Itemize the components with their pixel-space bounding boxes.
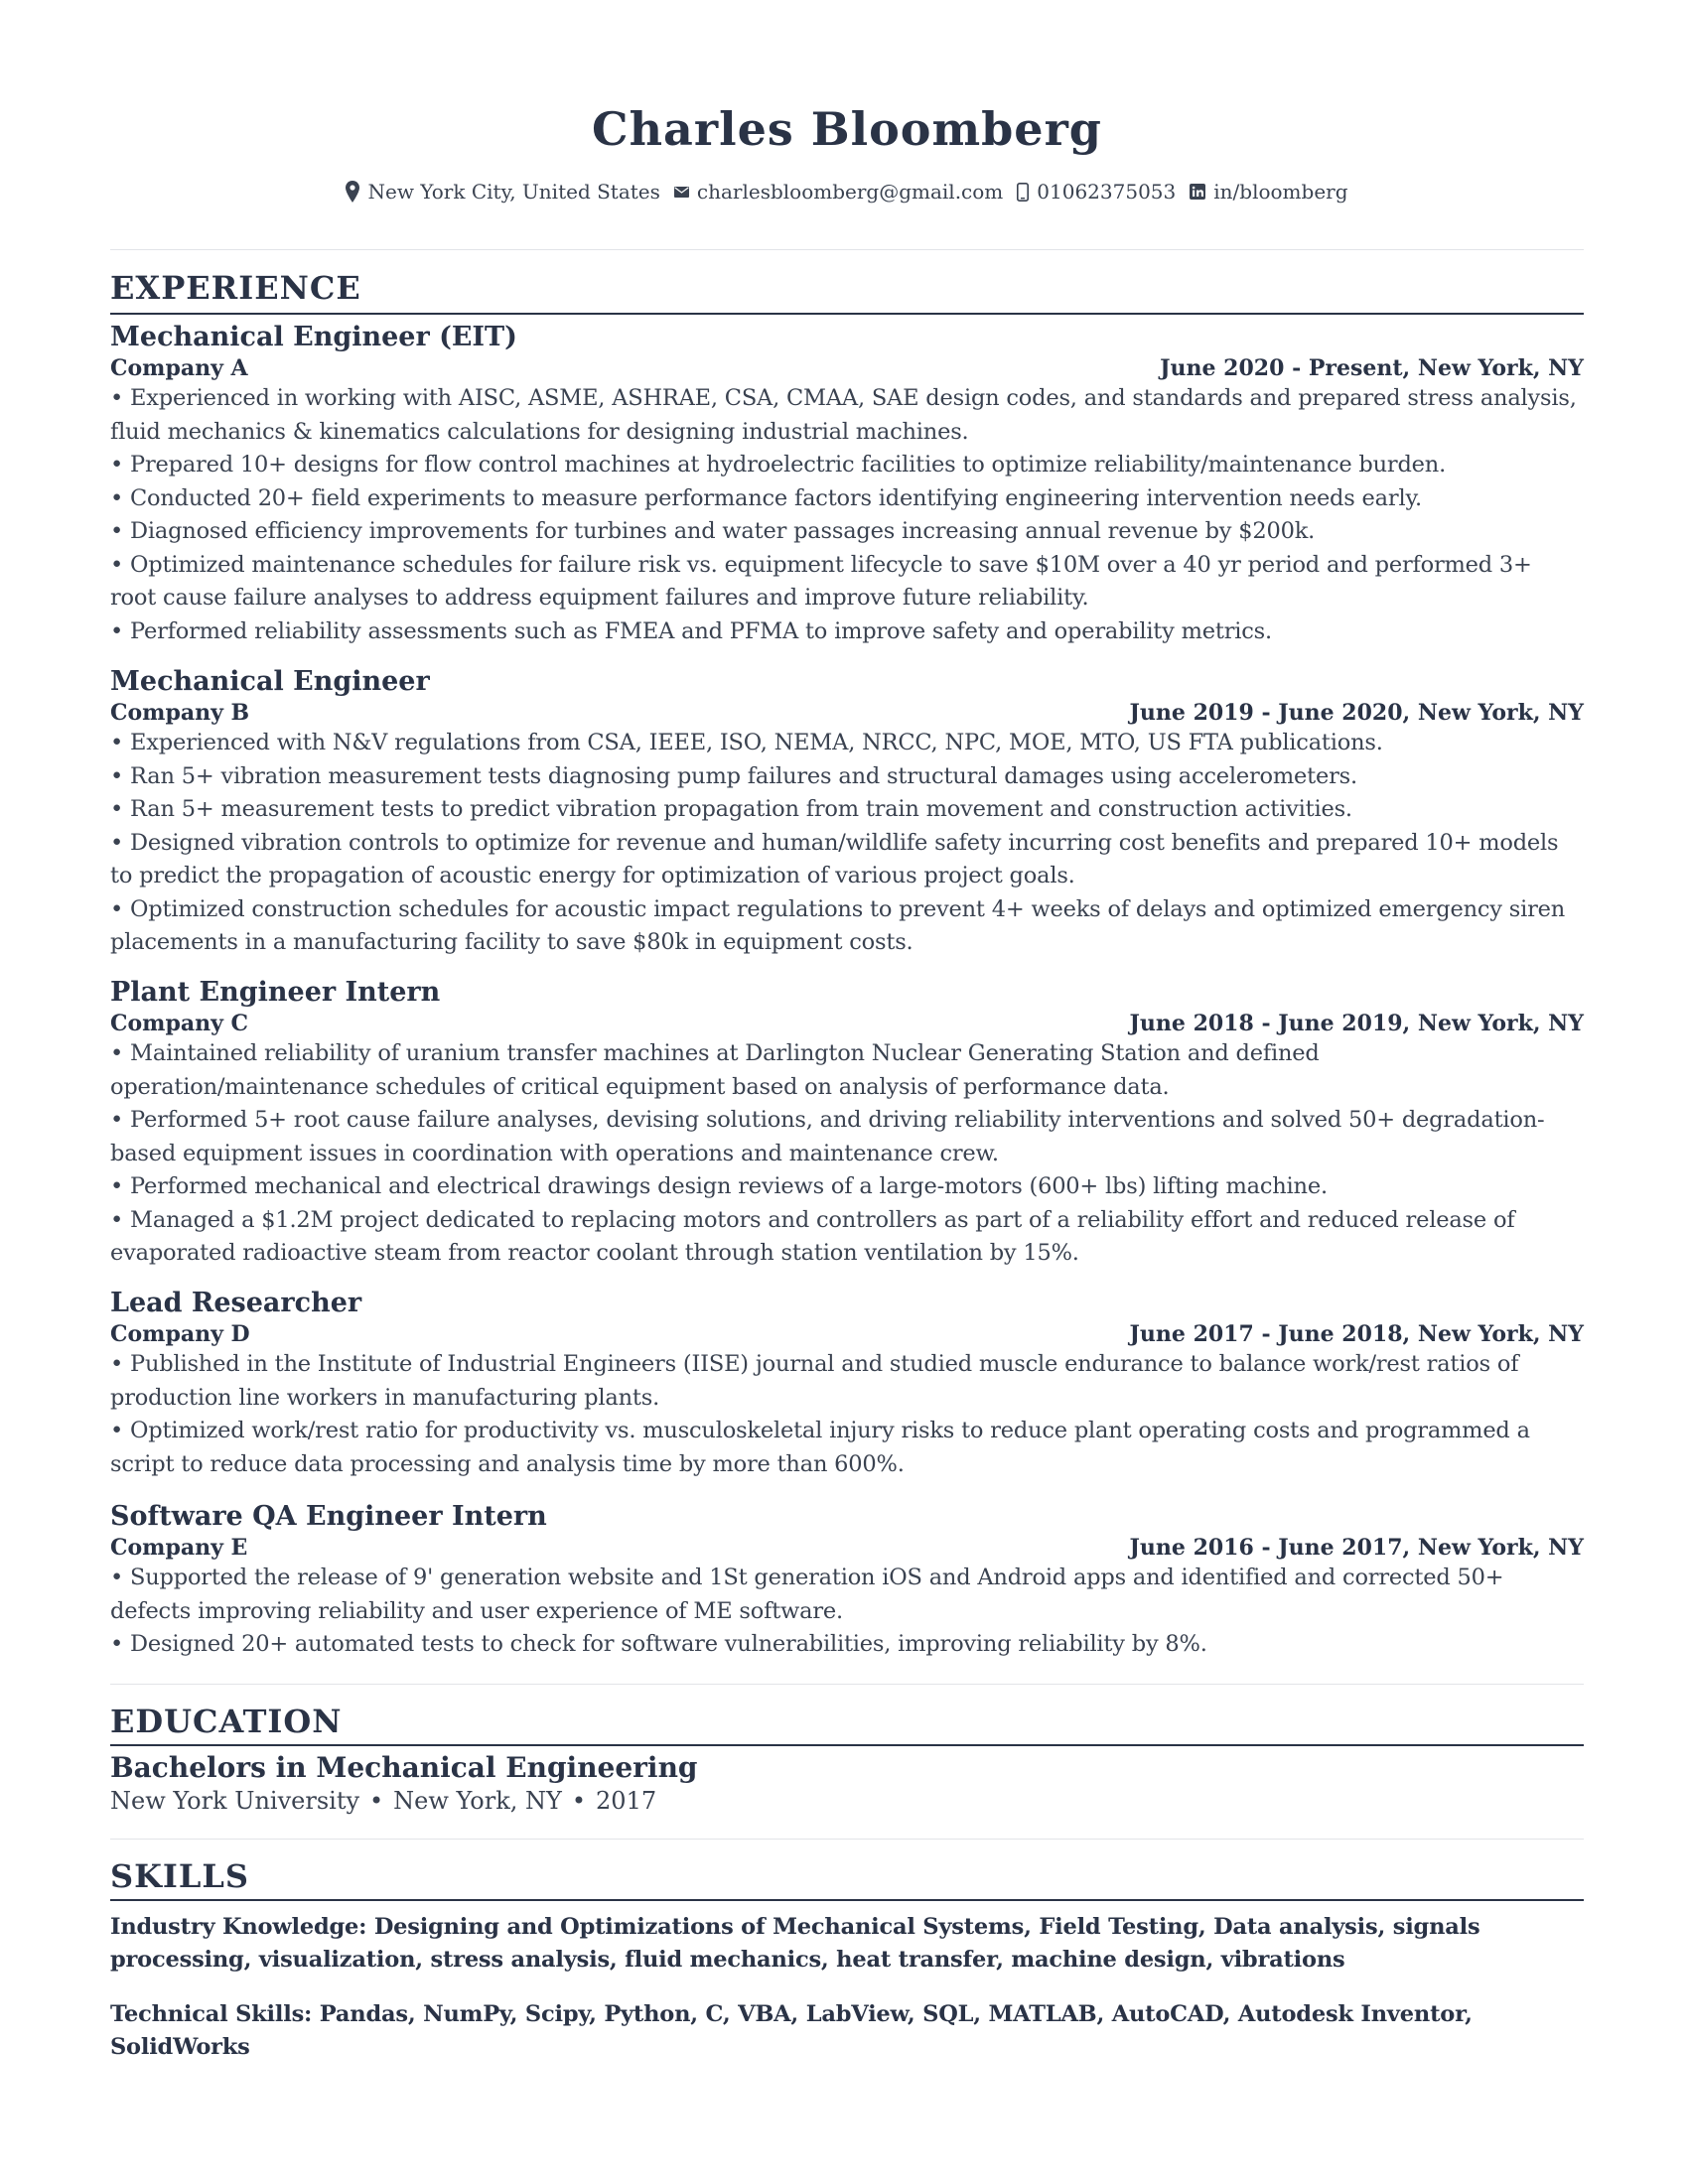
bullet-item: • Designed 20+ automated tests to check for software vulnerabilities, improving reliability by 8%.	[110, 1628, 1584, 1662]
bullet-item: • Prepared 10+ designs for flow control machines at hydroelectric facilities to optimize reliability/maintenance burden.	[110, 449, 1584, 482]
job-bullets	[110, 1037, 1584, 1271]
bullet-item: • Maintained reliability of uranium transfer machines at Darlington Nuclear Generating Station and defined operation/maintenance schedules of critical equipment based on analysis of performance data.	[110, 1037, 1584, 1104]
education-entry	[110, 1751, 1584, 1817]
bullet-item: • Managed a $1.2M project dedicated to replacing motors and controllers as part of a reliability effort and reduced release of evaporated radioactive steam from reactor coolant through station ventilation by 15%.	[110, 1204, 1584, 1271]
job-meta	[110, 354, 1584, 382]
bullet-item: • Performed 5+ root cause failure analyses, devising solutions, and driving reliability interventions and solved 50+ degradation-based equipment issues in coordination with operations and maintenance crew.	[110, 1104, 1584, 1170]
email-text[interactable]: charlesbloomberg@gmail.com	[696, 180, 1004, 204]
company-name: Company A	[110, 355, 248, 381]
skills-heading: SKILLS	[110, 1857, 249, 1895]
job-dates-location: June 2019 - June 2020, New York, NY	[1129, 700, 1584, 726]
linkedin-text[interactable]: in/bloomberg	[1213, 180, 1348, 204]
skills-rule	[110, 1899, 1584, 1901]
job-meta	[110, 1010, 1584, 1037]
bullet-item: • Experienced in working with AISC, ASME, ASHRAE, CSA, CMAA, SAE design codes, and standards and prepared stress analysis, fluid mechanics & kinematics calculations for designing industrial machines.	[110, 382, 1584, 449]
job-title: Software QA Engineer Intern	[110, 1501, 547, 1532]
bullet-item: • Ran 5+ measurement tests to predict vibration propagation from train movement and construction activities.	[110, 793, 1584, 827]
candidate-name: Charles Bloomberg	[592, 102, 1102, 156]
bullet-item: • Ran 5+ vibration measurement tests diagnosing pump failures and structural damages using accelerometers.	[110, 760, 1584, 794]
job-dates-location: June 2016 - June 2017, New York, NY	[1129, 1535, 1584, 1561]
experience-divider	[110, 1684, 1584, 1685]
bullet-item: • Supported the release of 9' generation website and 1St generation iOS and Android apps and identified and corrected 50+ defects improving reliability and user experience of ME software.	[110, 1562, 1584, 1628]
job-meta	[110, 699, 1584, 727]
job-meta	[110, 1534, 1584, 1562]
bullet-item: • Diagnosed efficiency improvements for turbines and water passages increasing annual revenue by $200k.	[110, 515, 1584, 549]
graduation-year: 2017	[596, 1787, 657, 1815]
education-heading: EDUCATION	[110, 1703, 343, 1740]
job-dates-location: June 2017 - June 2018, New York, NY	[1129, 1321, 1584, 1347]
job-dates-location: June 2018 - June 2019, New York, NY	[1129, 1011, 1584, 1036]
job-entry	[110, 665, 1584, 960]
job-bullets	[110, 382, 1584, 648]
job-bullets	[110, 727, 1584, 960]
company-name: Company B	[110, 700, 250, 726]
industry-knowledge: Industry Knowledge: Designing and Optimizations of Mechanical Systems, Field Testing, Data analysis, signals processing, visualization, stress analysis, fluid mechanics, heat transfer, machine design, vibrations	[110, 1914, 1480, 1973]
phone-text: 01062375053	[1037, 180, 1177, 204]
header-divider	[110, 249, 1584, 250]
job-entry	[110, 1500, 1584, 1662]
experience-heading: EXPERIENCE	[110, 269, 361, 307]
contact-phone	[1017, 180, 1176, 204]
contact-bar	[110, 180, 1584, 204]
bullet-item: • Published in the Institute of Industrial Engineers (IISE) journal and studied muscle endurance to balance work/rest ratios of production line workers in manufacturing plants.	[110, 1348, 1584, 1415]
job-entry	[110, 1287, 1584, 1481]
separator-dot: •	[571, 1787, 587, 1815]
linkedin-icon	[1190, 184, 1205, 200]
degree-title: Bachelors in Mechanical Engineering	[110, 1751, 698, 1784]
bullet-item: • Optimized construction schedules for acoustic impact regulations to prevent 4+ weeks of delays and optimized emergency siren placements in a manufacturing facility to save $80k in equipment costs.	[110, 893, 1584, 960]
mobile-phone-icon	[1017, 183, 1029, 202]
location-text: New York City, United States	[367, 180, 660, 204]
contact-email[interactable]	[674, 180, 1003, 204]
job-bullets	[110, 1562, 1584, 1662]
education-details	[110, 1785, 1584, 1817]
bullet-item: • Designed vibration controls to optimize for revenue and human/wildlife safety incurring cost benefits and prepared 10+ models to predict the propagation of acoustic energy for optimization of various project goals.	[110, 827, 1584, 893]
job-dates-location: June 2020 - Present, New York, NY	[1160, 355, 1584, 381]
location-pin-icon	[346, 181, 359, 203]
company-name: Company D	[110, 1321, 250, 1347]
experience-rule	[110, 313, 1584, 315]
contact-linkedin[interactable]	[1190, 180, 1347, 204]
bullet-item: • Optimized maintenance schedules for failure risk vs. equipment lifecycle to save $10M over a 40 yr period and performed 3+ root cause failure analyses to address equipment failures and improve future reliability.	[110, 549, 1584, 615]
job-title: Mechanical Engineer (EIT)	[110, 322, 517, 352]
job-entry	[110, 321, 1584, 648]
technical-skills: Technical Skills: Pandas, NumPy, Scipy, Python, C, VBA, LabView, SQL, MATLAB, AutoCAD, Autodesk Inventor, SolidWorks	[110, 2001, 1473, 2060]
company-name: Company E	[110, 1535, 248, 1561]
job-entry	[110, 976, 1584, 1271]
bullet-item: • Experienced with N&V regulations from CSA, IEEE, ISO, NEMA, NRCC, NPC, MOE, MTO, US FTA publications.	[110, 727, 1584, 760]
school-name: New York University	[110, 1787, 360, 1815]
job-title: Mechanical Engineer	[110, 666, 430, 697]
company-name: Company C	[110, 1011, 249, 1036]
education-divider	[110, 1839, 1584, 1840]
job-title: Lead Researcher	[110, 1288, 362, 1318]
job-title: Plant Engineer Intern	[110, 977, 441, 1008]
job-bullets	[110, 1348, 1584, 1481]
bullet-item: • Optimized work/rest ratio for productivity vs. musculoskeletal injury risks to reduce plant operating costs and programmed a script to reduce data processing and analysis time by more than 600%.	[110, 1415, 1584, 1481]
bullet-item: • Performed mechanical and electrical drawings design reviews of a large-motors (600+ lbs) lifting machine.	[110, 1170, 1584, 1204]
education-rule	[110, 1744, 1584, 1746]
envelope-icon	[674, 187, 689, 198]
separator-dot: •	[369, 1787, 384, 1815]
contact-location	[346, 180, 659, 204]
bullet-item: • Conducted 20+ field experiments to measure performance factors identifying engineering intervention needs early.	[110, 482, 1584, 516]
job-meta	[110, 1320, 1584, 1348]
school-location: New York, NY	[393, 1787, 562, 1815]
bullet-item: • Performed reliability assessments such as FMEA and PFMA to improve safety and operability metrics.	[110, 615, 1584, 649]
